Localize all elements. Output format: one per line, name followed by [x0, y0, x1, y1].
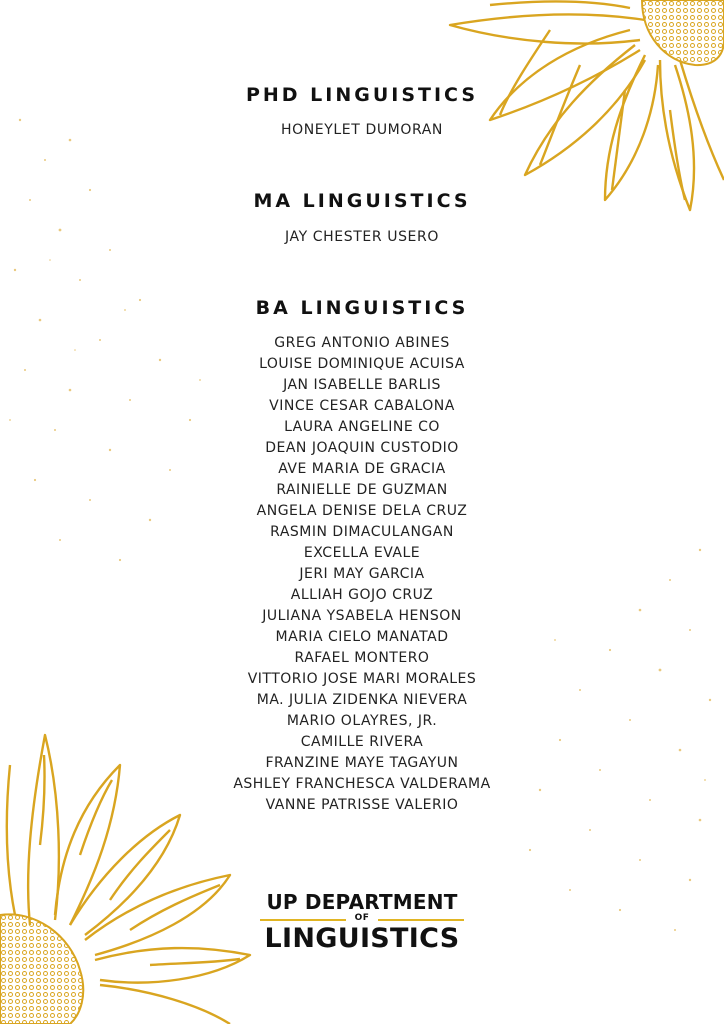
- phd-graduate-name: HONEYLET DUMORAN: [280, 122, 443, 138]
- logo-divider: [260, 915, 464, 925]
- list-item: MA. JULIA ZIDENKA NIEVERA: [256, 692, 468, 708]
- list-item: JERI MAY GARCIA: [299, 566, 425, 582]
- list-item: VITTORIO JOSE MARI MORALES: [247, 671, 477, 687]
- list-item: GREG ANTONIO ABINES: [274, 335, 450, 351]
- list-item: JULIANA YSABELA HENSON: [262, 608, 462, 624]
- list-item: AVE MARIA DE GRACIA: [278, 461, 446, 477]
- ba-graduates-list: [0, 333, 724, 816]
- list-item: EXCELLA EVALE: [303, 545, 421, 561]
- list-item: RASMIN DIMACULANGAN: [270, 524, 454, 540]
- logo-line-linguistics: LINGUISTICS: [264, 923, 460, 954]
- list-item: RAFAEL MONTERO: [294, 650, 430, 666]
- list-item: MARIA CIELO MANATAD: [275, 629, 449, 645]
- list-item: ASHLEY FRANCHESCA VALDERAMA: [233, 776, 491, 792]
- list-item: RAINIELLE DE GUZMAN: [276, 482, 448, 498]
- list-item: VINCE CESAR CABALONA: [269, 398, 455, 414]
- list-item: LAURA ANGELINE CO: [284, 419, 440, 435]
- ma-section-title: MA LINGUISTICS: [253, 190, 471, 212]
- logo-rule-right: [378, 919, 464, 921]
- list-item: DEAN JOAQUIN CUSTODIO: [265, 440, 459, 456]
- department-logo: [256, 890, 468, 953]
- list-item: FRANZINE MAYE TAGAYUN: [265, 755, 459, 771]
- list-item: LOUISE DOMINIQUE ACUISA: [259, 356, 465, 372]
- list-item: ANGELA DENISE DELA CRUZ: [256, 503, 468, 519]
- list-item: JAN ISABELLE BARLIS: [283, 377, 441, 393]
- phd-section-title: PHD LINGUISTICS: [245, 84, 479, 106]
- list-item: MARIO OLAYRES, JR.: [286, 713, 438, 729]
- list-item: CAMILLE RIVERA: [300, 734, 424, 750]
- list-item: VANNE PATRISSE VALERIO: [265, 797, 459, 813]
- logo-line-up-department: UP DEPARTMENT: [266, 890, 458, 914]
- ba-section-title: BA LINGUISTICS: [255, 297, 469, 319]
- logo-of-text: OF: [354, 913, 370, 923]
- ma-graduate-name: JAY CHESTER USERO: [285, 229, 439, 245]
- list-item: ALLIAH GOJO CRUZ: [290, 587, 434, 603]
